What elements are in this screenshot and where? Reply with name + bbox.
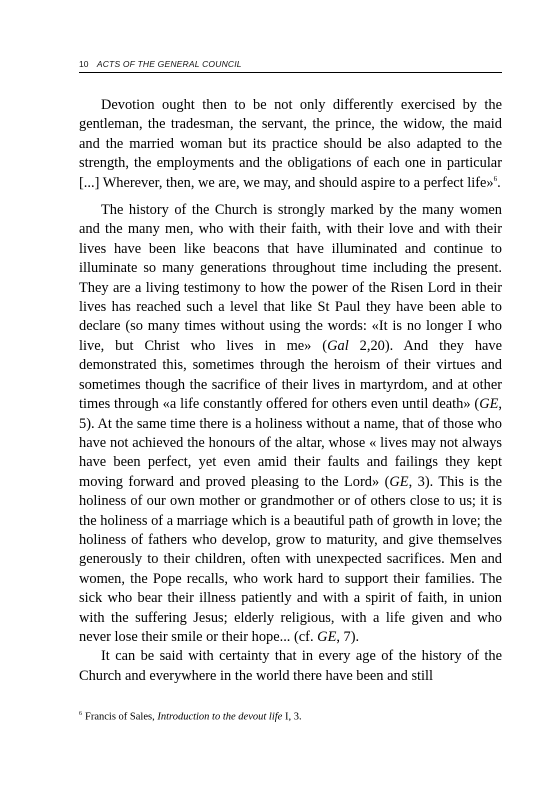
paragraph-2-text-b: 2,20). And they have demonstrated this, sometimes through the heroism of their virtues and sometimes though the sacrifice of their lives in martyrdom, and at other times through «a life constantly offered for others even until death» ( [79,337,502,413]
paragraph-2-text-e: , 7). [336,628,360,645]
footnote-ref: 6 [493,174,498,183]
footnote-author: Francis of Sales, [85,711,158,723]
paragraph-1-text: Devotion ought then to be not only differently exercised by the gentleman, the tradesman, the servant, the prince, the widow, the maid and the married woman but its practice should be also adapted to the strength, the employments and the obligations of each one in particular [...] Wherever, then, we are, we may, and should aspire to a perfect life» [79,97,502,191]
citation-ge-3: GE [389,473,409,490]
main-text [79,96,502,686]
citation-gal: Gal [327,337,349,354]
paragraph-1-end: . [497,174,501,191]
footnote-work: Introduction to the devout life [157,711,283,723]
running-header [79,59,502,73]
paragraph-1 [79,96,502,193]
paragraph-2-text-c: , 5). At the same time there is a holiness without a name, that of those who have not achieved the honours of the altar, whose « lives may not always have been perfect, yet even amid their faults and failings they kept moving forward and proved pleasing to the Lord» ( [79,396,502,490]
paragraph-2-text-d: , 3). This is the holiness of our own mother or grandmother or of others close to us; it is the holiness of a marriage which is a beautiful path of growth in love; the holiness of fathers who develop, grow to maturity, and give themselves generously to their children, often with unexpected sacrifices. Men and women, the Pope recalls, who work hard to support their families. The sick who bear their illness patiently and with a spirit of faith, in union with the suffering Jesus; elderly religious, with a life given and who never lose their smile or their hope... (cf. [79,473,503,645]
page-number: 10 [79,59,89,69]
paragraph-2-text-a: The history of the Church is strongly marked by the many women and the many men, who with their faith, with their love and with their lives have been like beacons that have illuminated and continue to illuminate so many generations throughout time including the present. They are a living testimony to how the power of the Risen Lord in their lives has reached such a level that like St Paul they have been able to declare (so many times without using the words: «It is no longer I who live, but Christ who lives in me» ( [79,202,502,354]
paragraph-3: It can be said with certainty that in every age of the history of the Church and everywhere in the world there have been and still [79,648,502,684]
footnote-mark: 6 [79,711,82,717]
footnote-location: I, 3. [282,711,302,723]
running-title: ACTS OF THE GENERAL COUNCIL [96,59,242,69]
citation-ge-7: GE [317,628,337,645]
citation-ge-5: GE [479,396,499,413]
paragraph-2 [79,201,502,647]
footnote [79,708,502,724]
